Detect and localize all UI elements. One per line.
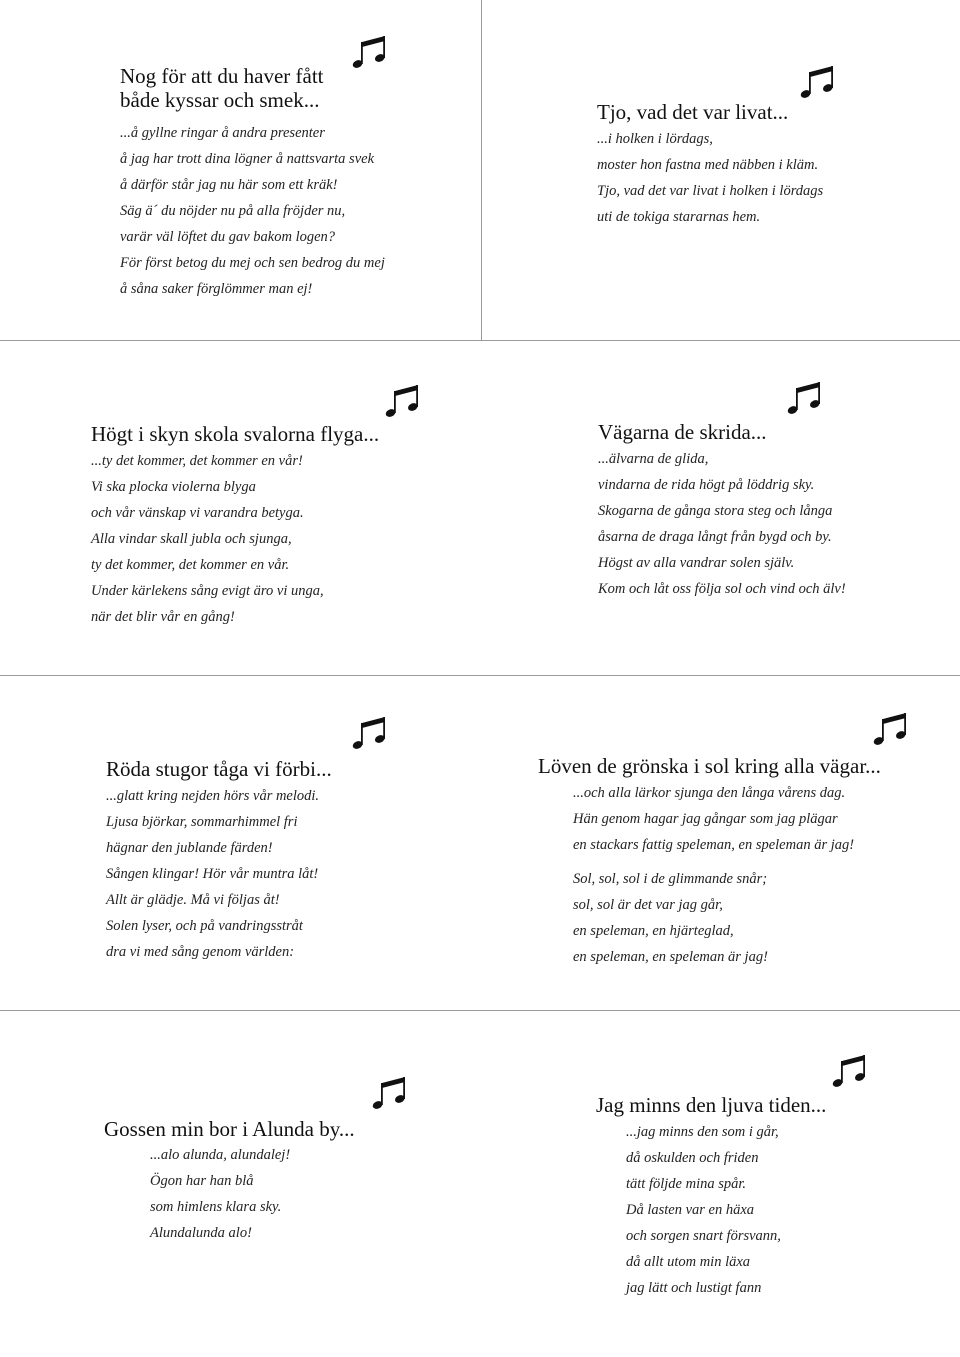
music-notes-icon <box>385 383 425 421</box>
lyric-line: åsarna de draga långt från bygd och by. <box>598 529 832 545</box>
song-title: Röda stugor tåga vi förbi... <box>106 757 332 781</box>
lyric-line: tätt följde mina spår. <box>626 1176 747 1192</box>
lyric-line: Vi ska plocka violerna blyga <box>91 479 256 495</box>
song-lyrics <box>626 1119 826 1301</box>
song-card <box>120 64 385 302</box>
lyric-line: då allt utom min läxa <box>626 1254 751 1270</box>
lyric-line: Solen lyser, och på vandringsstråt <box>106 918 303 934</box>
lyric-line: Kom och låt oss följa sol och vind och älv! <box>598 581 846 597</box>
lyric-line: Alundalunda alo! <box>150 1225 252 1241</box>
lyric-line: ...älvarna de glida, <box>598 451 709 467</box>
lyric-line: Säg ä´ du nöjder nu på alla fröjder nu, <box>120 203 346 219</box>
lyric-line: ...alo alunda, alundalej! <box>150 1147 291 1163</box>
song-lyrics <box>106 783 332 965</box>
lyric-line: vindarna de rida högt på löddrig sky. <box>598 477 815 493</box>
song-title: Tjo, vad det var livat... <box>597 100 789 124</box>
lyric-line: Sången klingar! Hör vår muntra låt! <box>106 866 319 882</box>
song-lyrics <box>598 446 846 602</box>
lyric-line: ...och alla lärkor sjunga den långa vårens dag. <box>573 785 846 801</box>
lyric-line: sol, sol är det var jag går, <box>573 897 723 913</box>
lyric-line: Under kärlekens sång evigt äro vi unga, <box>91 583 324 599</box>
song-card <box>598 420 846 602</box>
lyric-line: Då lasten var en häxa <box>626 1202 755 1218</box>
lyric-line: å därför står jag nu här som ett kräk! <box>120 177 338 193</box>
lyric-line: en stackars fattig speleman, en speleman är jag! <box>573 837 855 853</box>
lyric-line: Skogarna de gånga stora steg och långa <box>598 503 833 519</box>
vertical-divider <box>481 0 482 340</box>
music-notes-icon <box>832 1053 872 1091</box>
lyric-line: ty det kommer, det kommer en vår. <box>91 557 290 573</box>
lyric-line: Ljusa björkar, sommarhimmel fri <box>106 814 298 830</box>
music-notes-icon <box>787 380 827 418</box>
song-lyrics <box>150 1142 355 1246</box>
lyric-line: För först betog du mej och sen bedrog du mej <box>120 255 385 271</box>
song-title: Vägarna de skrida... <box>598 420 767 444</box>
lyric-line: å såna saker förglömmer man ej! <box>120 281 313 297</box>
lyric-line: en speleman, en hjärteglad, <box>573 923 734 939</box>
horizontal-divider <box>0 1010 960 1011</box>
lyric-line: moster hon fastna med näbben i kläm. <box>597 157 819 173</box>
lyric-line: en speleman, en speleman är jag! <box>573 949 768 965</box>
horizontal-divider <box>0 340 960 341</box>
song-lyrics <box>91 448 379 630</box>
song-card <box>106 757 332 965</box>
song-title: Högt i skyn skola svalorna flyga... <box>91 422 380 446</box>
song-card <box>91 422 379 630</box>
lyric-line: och vår vänskap vi varandra betyga. <box>91 505 304 521</box>
music-notes-icon <box>873 711 913 749</box>
song-lyrics <box>597 126 823 230</box>
lyric-line: Alla vindar skall jubla och sjunga, <box>91 531 292 547</box>
lyric-line: jag lätt och lustigt fann <box>626 1280 762 1296</box>
song-title: Jag minns den ljuva tiden... <box>596 1093 827 1117</box>
lyric-line: hägnar den jublande färden! <box>106 840 273 856</box>
music-notes-icon <box>372 1075 412 1113</box>
lyric-line: Högst av alla vandrar solen själv. <box>598 555 795 571</box>
song-title: Nog för att du haver fått både kyssar och smek... <box>120 64 324 112</box>
lyric-line: å jag har trott dina lögner å nattsvarta svek <box>120 151 375 167</box>
lyric-line: Hän genom hagar jag gångar som jag plägar <box>573 811 838 827</box>
song-lyrics <box>573 780 881 970</box>
song-title: Gossen min bor i Alunda by... <box>104 1117 355 1141</box>
song-card <box>104 1117 355 1246</box>
lyric-line: ...ty det kommer, det kommer en vår! <box>91 453 303 469</box>
lyric-line: och sorgen snart försvann, <box>626 1228 781 1244</box>
lyric-line: ...jag minns den som i går, <box>626 1124 779 1140</box>
lyric-line: då oskulden och friden <box>626 1150 759 1166</box>
music-notes-icon <box>352 715 392 753</box>
lyric-line: ...glatt kring nejden hörs vår melodi. <box>106 788 320 804</box>
song-card <box>538 754 881 970</box>
lyric-line: Tjo, vad det var livat i holken i lördags <box>597 183 824 199</box>
song-title: Löven de grönska i sol kring alla vägar... <box>538 754 881 778</box>
lyric-line: Allt är glädje. Må vi följas åt! <box>106 892 280 908</box>
horizontal-divider <box>0 675 960 676</box>
song-lyrics <box>120 120 385 302</box>
lyric-line: när det blir vår en gång! <box>91 609 235 625</box>
lyric-line: varär väl löftet du gav bakom logen? <box>120 229 336 245</box>
lyric-line: dra vi med sång genom världen: <box>106 944 295 960</box>
song-card <box>596 1093 826 1301</box>
song-card <box>597 100 823 230</box>
music-notes-icon <box>800 64 840 102</box>
lyric-line: Ögon har han blå <box>150 1173 254 1189</box>
lyric-line: som himlens klara sky. <box>150 1199 282 1215</box>
lyric-line: uti de tokiga stararnas hem. <box>597 209 761 225</box>
lyric-line: Sol, sol, sol i de glimmande snår; <box>573 871 768 887</box>
lyric-line: ...å gyllne ringar å andra presenter <box>120 125 325 141</box>
lyric-line: ...i holken i lördags, <box>597 131 713 147</box>
